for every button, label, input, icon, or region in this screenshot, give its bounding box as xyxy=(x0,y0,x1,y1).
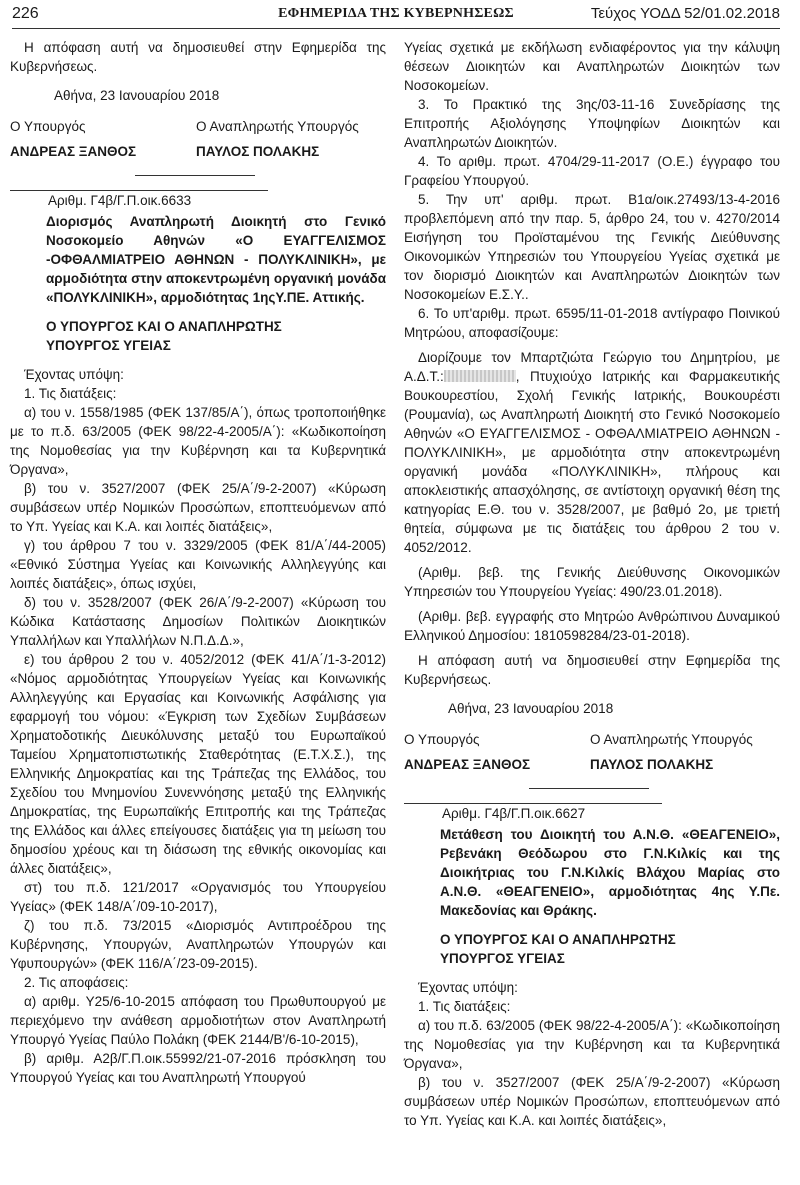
redacted-id xyxy=(444,370,516,382)
signing-date: Αθήνα, 23 Ιανουαρίου 2018 xyxy=(54,88,220,103)
appointment-start: Διορίζουμε τον Μπαρτζιώτα Γεώργιο του Δημητρίου, με Α.Δ.Τ.: xyxy=(404,350,780,384)
ministry-heading xyxy=(46,317,386,355)
provision-item: β) του ν. 3527/2007 (ΦΕΚ 25/Α΄/9-2-2007) «Κύρωση συμβάσεων υπέρ Νομικών Προσώπων, εποπτευόμενων από το Υπ. Υγείας και Κ.Α. και λοιπές διατάξεις», xyxy=(404,1075,780,1128)
considering-label: Έχοντας υπόψη: xyxy=(24,367,124,382)
deputy-minister-name: ΠΑΥΛΟΣ ΠΟΛΑΚΗΣ xyxy=(590,757,714,772)
page-header xyxy=(12,2,780,29)
decision-title: Διορισμός Αναπληρωτή Διοικητή στο Γενικό Νοσοκομείο Αθηνών «Ο ΕΥΑΓΓΕΛΙΣΜΟΣ -ΟΦΘΑΛΜΙΑΤΡΕΙΟ ΑΘΗΝΩΝ - ΠΟΛΥΚΛΙΝΙΚΗ», με αρμοδιότητα στην αποκεντρωμένη οργανική μονάδα «ΠΟΛΥΚΛΙΝΙΚΗ», αρμοδιότητας 1ηςΥ.ΠΕ. Αττικής. xyxy=(46,214,386,305)
minister-role: Ο Υπουργός xyxy=(10,119,86,134)
decision-item: β) αριθμ. Α2β/Γ.Π.οικ.55992/21-07-2016 πρόσκληση του Υπουργού Υγείας και του Αναπληρωτή Υπουργού xyxy=(10,1051,386,1085)
decision-item: α) αριθμ. Υ25/6-10-2015 απόφαση του Πρωθυπουργού με περιεχόμενο την ανάθεση αρμοδιοτήτων στον Αναπληρωτή Υπουργό Υγείας Παύλο Πολάκη (ΦΕΚ 2144/Β'/6-10-2015), xyxy=(10,994,386,1047)
left-column xyxy=(10,38,386,1087)
signature-roles xyxy=(404,730,780,749)
provision-item: στ) του π.δ. 121/2017 «Οργανισμός του Υπουργείου Υγείας» (ΦΕΚ 148/Α΄/09-10-2017), xyxy=(10,880,386,914)
continuation-text: Υγείας σχετικά με εκδήλωση ενδιαφέροντος για την κάλυψη θέσεων Διοικητών και Αναπληρωτών Διοικητών των Νοσοκομείων. xyxy=(404,40,780,93)
certificate-note: (Αριθμ. βεβ. εγγραφής στο Μητρώο Ανθρώπινου Δυναμικού Ελληνικού Δημοσίου: 1810598284/23-01-2018). xyxy=(404,609,780,643)
appointment-rest: , Πτυχιούχο Ιατρικής και Φαρμακευτικής Βουκουρεστίου, Σχολή Γενικής Ιατρικής, Βουκουρέστι (Ρουμανία), ως Αναπληρωτή Διοικητή στο Γενικό Νοσοκομείο Αθηνών «Ο ΕΥΑΓΓΕΛΙΣΜΟΣ - ΟΦΘΑΛΜΙΑΤΡΕΙΟ ΑΘΗΝΩΝ - ΠΟΛΥΚΛΙΝΙΚΗ», με αρμοδιότητα στην αποκεντρωμένη οργανική μονάδα «ΠΟΛΥΚΛΙΝΙΚΗ», πλήρους και αποκλειστικής απασχόλησης, σε αντίστοιχη οργανική θέση της κατηγορίας Ε.Θ. του ν. 3528/2007, με βαθμό 2ο, με τριετή θητεία, σύμφωνα με τις διατάξεις του άρθρου 2 του ν. 4052/2012. xyxy=(404,369,780,555)
minister-role: Ο Υπουργός xyxy=(404,732,480,747)
minister-name: ΑΝΔΡΕΑΣ ΞΑΝΘΟΣ xyxy=(10,144,137,159)
decisions-label: 2. Τις αποφάσεις: xyxy=(24,975,129,990)
minister-name: ΑΝΔΡΕΑΣ ΞΑΝΘΟΣ xyxy=(404,757,531,772)
provision-item: δ) του ν. 3528/2007 (ΦΕΚ 26/Α΄/9-2-2007) «Κύρωση του Κώδικα Κατάστασης Δημοσίων Πολιτικών Διοικητικών Υπαλλήλων και Υπαλλήλων Ν.Π.Δ.Δ.», xyxy=(10,595,386,648)
ministry-heading-line: Ο ΥΠΟΥΡΓΟΣ ΚΑΙ Ο ΑΝΑΠΛΗΡΩΤΗΣ xyxy=(440,932,676,947)
preamble-item: 3. Το Πρακτικό της 3ης/03-11-16 Συνεδρίασης της Επιτροπής Αξιολόγησης Υποψηφίων Διοικητών και Αναπληρωτών Διοικητών. xyxy=(404,97,780,150)
provisions-label: 1. Τις διατάξεις: xyxy=(418,999,511,1014)
signature-roles xyxy=(10,117,386,136)
signature-names xyxy=(10,142,386,161)
right-column xyxy=(404,38,780,1130)
publish-statement: Η απόφαση αυτή να δημοσιευθεί στην Εφημερίδα της Κυβερνήσεως. xyxy=(404,653,780,687)
ministry-heading-line: Ο ΥΠΟΥΡΓΟΣ ΚΑΙ Ο ΑΝΑΠΛΗΡΩΤΗΣ xyxy=(46,319,282,334)
ministry-heading-line: ΥΠΟΥΡΓΟΣ ΥΓΕΙΑΣ xyxy=(440,951,565,966)
ministry-heading xyxy=(440,930,780,968)
section-divider xyxy=(135,175,255,176)
provision-item: β) του ν. 3527/2007 (ΦΕΚ 25/Α΄/9-2-2007) «Κύρωση συμβάσεων υπέρ Νομικών Προσώπων, εποπτευόμενων από το Υπ. Υγείας και Κ.Α. και λοιπές διατάξεις», xyxy=(10,481,386,534)
ministry-heading-line: ΥΠΟΥΡΓΟΣ ΥΓΕΙΑΣ xyxy=(46,338,171,353)
deputy-minister-role: Ο Αναπληρωτής Υπουργός xyxy=(196,119,359,134)
decision-number: Αριθμ. Γ4β/Γ.Π.οικ.6627 xyxy=(404,803,662,823)
page-number: 226 xyxy=(12,5,39,22)
issue-number: Τεύχος ΥΟΔΔ 52/01.02.2018 xyxy=(590,5,780,22)
provision-item: ε) του άρθρου 2 του ν. 4052/2012 (ΦΕΚ 41/Α΄/1-3-2012) «Νόμος αρμοδιότητας Υπουργείων Υγείας και Κοινωνικής Αλληλεγγύης και Εργασίας και Κοινωνικής Ασφάλισης για εφαρμογή του νόμου: «Έγκριση των Σχεδίων Συμβάσεων Χρηματοδοτικής Διευκόλυνσης μεταξύ του Ευρωπαϊκού Ταμείου Χρηματοπιστωτικής Σταθερότητας (Ε.Τ.Χ.Σ.), της Ελληνικής Δημοκρατίας και της Τράπεζας της Ελλάδος, του Σχεδίου του Μνημονίου Συνεννόησης μεταξύ της Ελληνικής Δημοκρατίας, της Ευρωπαϊκής Επιτροπής και της Τράπεζας της Ελλάδος και άλλες επείγουσες διατάξεις για τη μείωση του δημοσίου χρέους και τη διάσωση της εθνικής οικονομίας και άλλες διατάξεις», xyxy=(10,652,386,876)
provision-item: α) του ν. 1558/1985 (ΦΕΚ 137/85/Α΄), όπως τροποποιήθηκε με το π.δ. 63/2005 (ΦΕΚ 98/22-4-2005/Α΄): «Κωδικοποίηση της Νομοθεσίας για την Κυβέρνηση και τα Κυβερνητικά Όργανα», xyxy=(10,405,386,477)
provision-item: γ) του άρθρου 7 του ν. 3329/2005 (ΦΕΚ 81/Α΄/44-2005) «Εθνικό Σύστημα Υγείας και Κοινωνικής Αλληλεγγύης και λοιπές διατάξεις», όπως ισχύει, xyxy=(10,538,386,591)
provision-item: α) του π.δ. 63/2005 (ΦΕΚ 98/22-4-2005/Α΄): «Κωδικοποίηση της Νομοθεσίας για την Κυβέρνηση και τα Κυβερνητικά Όργανα», xyxy=(404,1018,780,1071)
preamble-item: 6. Το υπ'αριθμ. πρωτ. 6595/11-01-2018 αντίγραφο Ποινικού Μητρώου, αποφασίζουμε: xyxy=(404,306,780,340)
appointment-text xyxy=(404,348,780,557)
section-divider xyxy=(529,788,649,789)
signing-date: Αθήνα, 23 Ιανουαρίου 2018 xyxy=(448,701,614,716)
decision-number: Αριθμ. Γ4β/Γ.Π.οικ.6633 xyxy=(10,190,268,210)
signature-names xyxy=(404,755,780,774)
considering-label: Έχοντας υπόψη: xyxy=(418,980,518,995)
publish-statement: Η απόφαση αυτή να δημοσιευθεί στην Εφημερίδα της Κυβερνήσεως. xyxy=(10,40,386,74)
gazette-title: ΕΦΗΜΕΡΙΔΑ ΤΗΣ ΚΥΒΕΡΝΗΣΕΩΣ xyxy=(278,6,514,21)
decision-title: Μετάθεση του Διοικητή του Α.Ν.Θ. «ΘΕΑΓΕΝΕΙΟ», Ρεβενάκη Θεόδωρου στο Γ.Ν.Κιλκίς και της Διοικήτριας του Γ.Ν.Κιλκίς Βλάχου Μαρίας στο Α.Ν.Θ. «ΘΕΑΓΕΝΕΙΟ», αρμοδιότητας 4ης Υ.Πε. Μακεδονίας και Θράκης. xyxy=(440,827,780,918)
provisions-label: 1. Τις διατάξεις: xyxy=(24,386,117,401)
deputy-minister-name: ΠΑΥΛΟΣ ΠΟΛΑΚΗΣ xyxy=(196,144,320,159)
preamble-item: 4. Το αριθμ. πρωτ. 4704/29-11-2017 (Ο.Ε.) έγγραφο του Γραφείου Υπουργού. xyxy=(404,154,780,188)
deputy-minister-role: Ο Αναπληρωτής Υπουργός xyxy=(590,732,753,747)
provision-item: ζ) του π.δ. 73/2015 «Διορισμός Αντιπροέδρου της Κυβέρνησης, Υπουργών, Αναπληρωτών Υπουργών και Υφυπουργών» (ΦΕΚ 116/Α΄/23-09-2015). xyxy=(10,918,386,971)
preamble-item: 5. Την υπ' αριθμ. πρωτ. Β1α/οικ.27493/13-4-2016 προβλεπόμενη από την παρ. 5, άρθρο 24, του ν. 4270/2014 Εισήγηση του Προϊσταμένου της Γενικής Διεύθυνσης Οικονομικών Υπηρεσιών του Υπουργείου Υγείας σχετικά με τον διορισμό Διοικητών και Αναπληρωτών Διοικητών των Νοσοκομείων Ε.Σ.Υ.. xyxy=(404,192,780,302)
certificate-note: (Αριθμ. βεβ. της Γενικής Διεύθυνσης Οικονομικών Υπηρεσιών του Υπουργείου Υγείας: 490/23.01.2018). xyxy=(404,565,780,599)
